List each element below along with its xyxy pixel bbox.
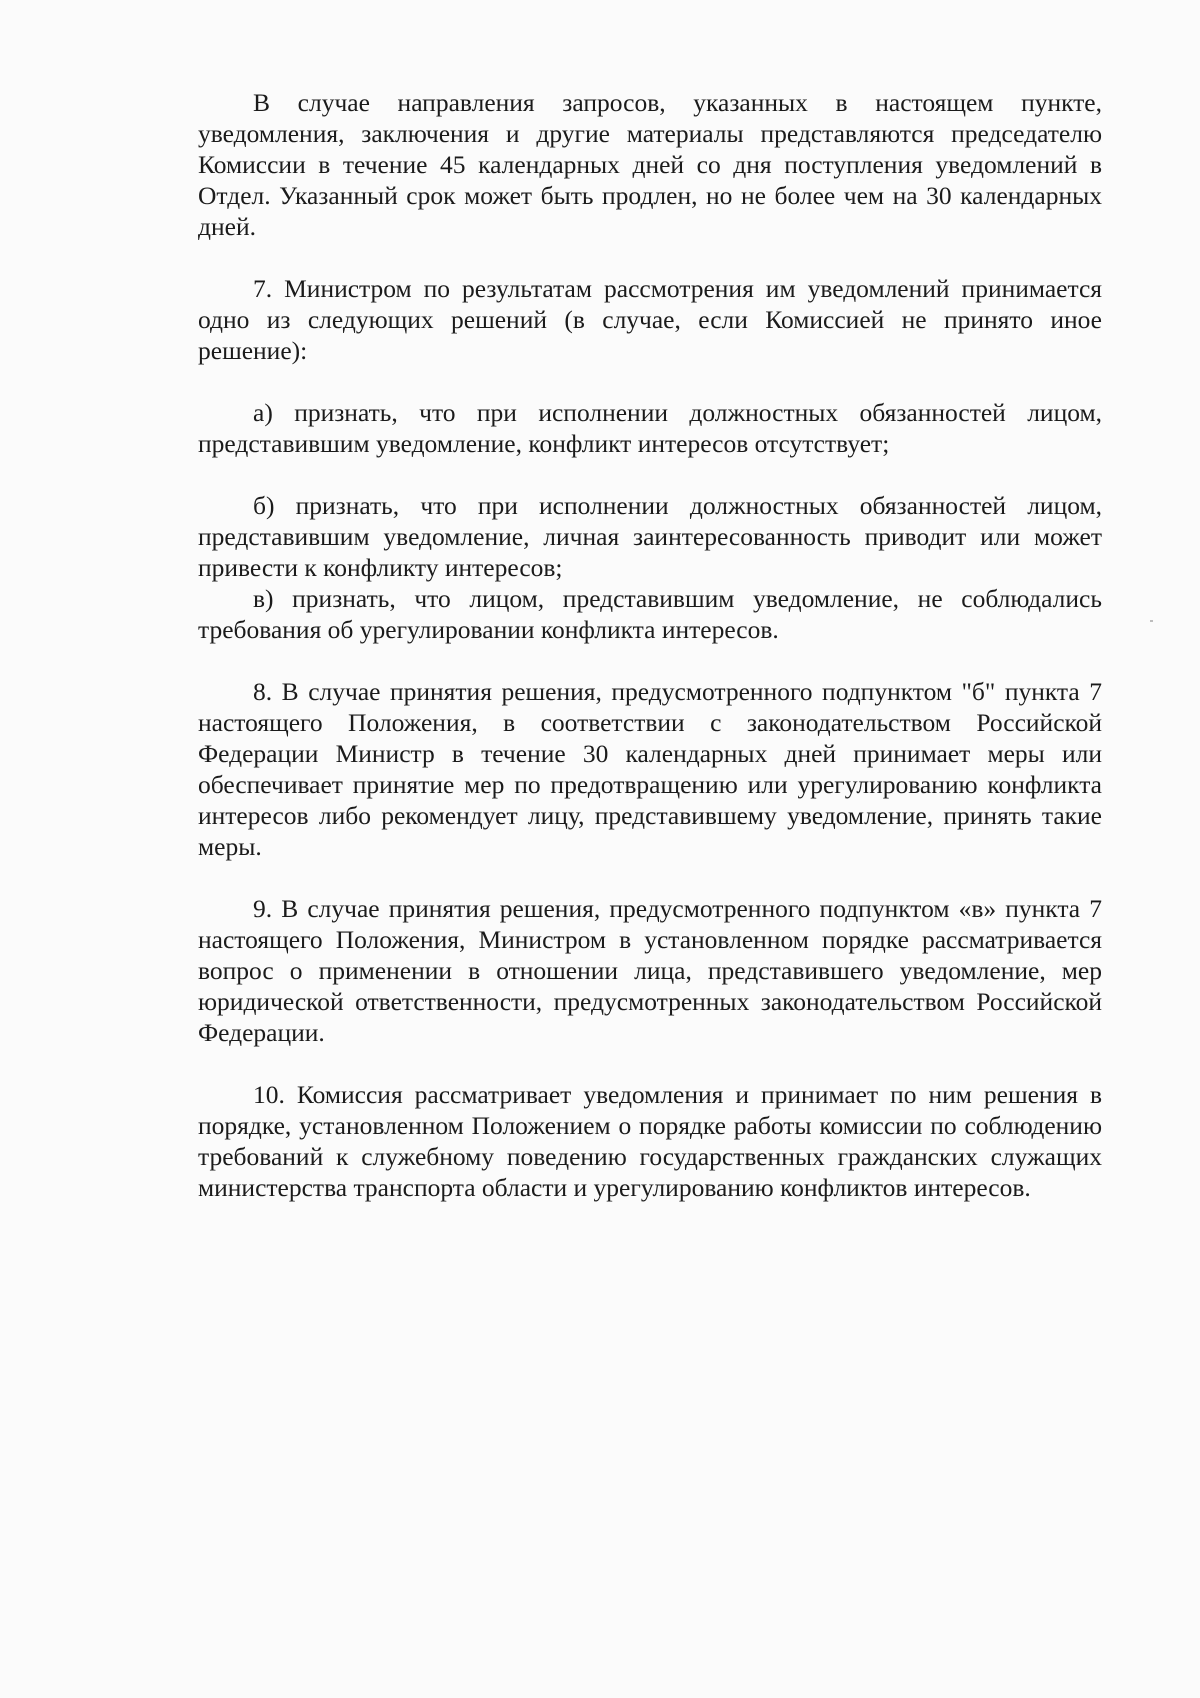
- paragraph-item-7b: б) признать, что при исполнении должностных обязанностей лицом, представившим уведомление, личная заинтересованность приводит или может привести к конфликту интересов;: [198, 491, 1102, 582]
- scan-artifact: [1150, 620, 1153, 622]
- paragraph-item-9: 9. В случае принятия решения, предусмотренного подпунктом «в» пункта 7 настоящего Положения, Министром в установленном порядке рассматривается вопрос о применении в отношении лица, представившего уведомление, мер юридической ответственности, предусмотренных законодательством Российской Федерации.: [198, 894, 1102, 1047]
- paragraph-item-7a: а) признать, что при исполнении должностных обязанностей лицом, представившим уведомление, конфликт интересов отсутствует;: [198, 398, 1102, 458]
- document-body: [198, 87, 1102, 1203]
- paragraph-item-10: 10. Комиссия рассматривает уведомления и принимает по ним решения в порядке, установленном Положением о порядке работы комиссии по соблюдению требований к служебному поведению государственных гражданских служащих министерства транспорта области и урегулированию конфликтов интересов.: [198, 1080, 1102, 1202]
- paragraph-item-8: 8. В случае принятия решения, предусмотренного подпунктом "б" пункта 7 настоящего Положения, в соответствии с законодательством Российской Федерации Министр в течение 30 календарных дней принимает меры или обеспечивает принятие мер по предотвращению или урегулированию конфликта интересов либо рекомендует лицу, представившему уведомление, принять такие меры.: [198, 677, 1102, 861]
- paragraph-item-7: 7. Министром по результатам рассмотрения им уведомлений принимается одно из следующих решений (в случае, если Комиссией не принято иное решение):: [198, 274, 1102, 365]
- paragraph-item-7v: в) признать, что лицом, представившим уведомление, не соблюдались требования об урегулировании конфликта интересов.: [198, 584, 1102, 644]
- paragraph-requests: В случае направления запросов, указанных в настоящем пункте, уведомления, заключения и другие материалы представляются председателю Комиссии в течение 45 календарных дней со дня поступления уведомлений в Отдел. Указанный срок может быть продлен, но не более чем на 30 календарных дней.: [198, 88, 1102, 241]
